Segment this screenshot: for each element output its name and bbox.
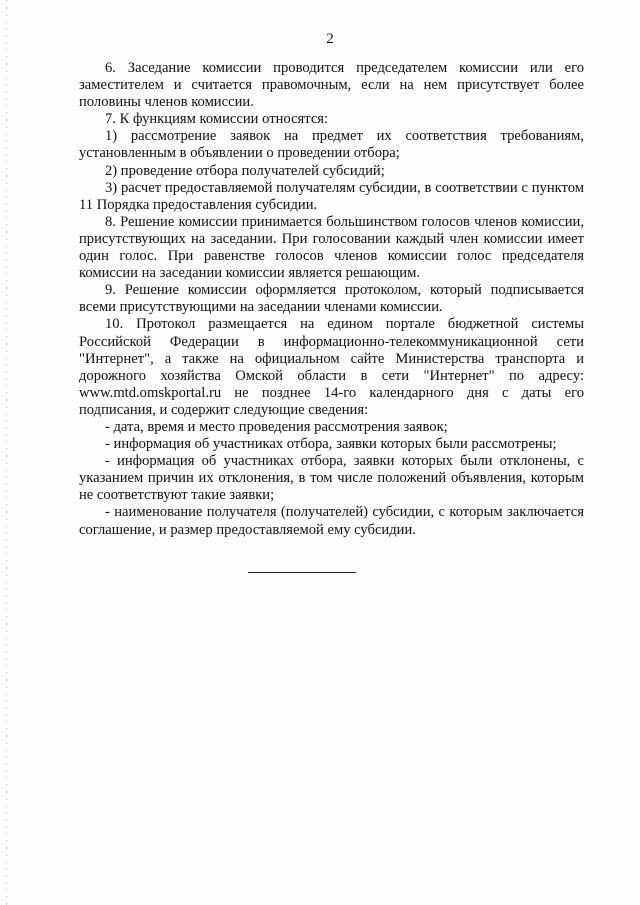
paragraph-7: 7. К функциям комиссии относятся:	[105, 111, 329, 128]
page-number: 2	[326, 31, 334, 47]
paragraph-7-item-3: 3) расчет предоставляемой получателям субсидии, в соответствии с пунктом 11 Порядка предоставления субсидии.	[79, 179, 584, 213]
paragraph-6: 6. Заседание комиссии проводится председателем комиссии или его заместителем и считается правомочным, если на нем присутствует более половины членов комиссии.	[79, 60, 584, 111]
paragraph-9: 9. Решение комиссии оформляется протоколом, который подписывается всеми присутствующими на заседании членами комиссии.	[79, 282, 584, 316]
paragraph-7-item-1: 1) рассмотрение заявок на предмет их соответствия требованиям, установленным в объявлении о проведении отбора;	[79, 128, 584, 162]
paragraph-10-item-4: - наименование получателя (получателей) субсидии, с которым заключается соглашение, и размер предоставляемой ему субсидии.	[79, 504, 584, 538]
closing-divider	[248, 572, 356, 573]
document-body	[79, 60, 584, 539]
scan-edge-mark	[6, 0, 7, 905]
paragraph-10-item-1: - дата, время и место проведения рассмотрения заявок;	[105, 418, 448, 435]
paragraph-8: 8. Решение комиссии принимается большинством голосов членов комиссии, присутствующих на заседании. При голосовании каждый член комиссии имеет один голос. При равенстве голосов членов комиссии голос председателя комиссии на заседании комиссии является решающим.	[79, 213, 584, 282]
paragraph-10-item-3: - информация об участниках отбора, заявки которых были отклонены, с указанием причин их отклонения, в том числе положений объявления, которым не соответствуют такие заявки;	[79, 453, 584, 504]
paragraph-10: 10. Протокол размещается на едином портале бюджетной системы Российской Федерации в информационно-телекоммуникационной сети "Интернет", а также на официальном сайте Министерства транспорта и дорожного хозяйства Омской области в сети "Интернет" по адресу: www.mtd.omskportal.ru не позднее 14-го календарного дня с даты его подписания, и содержит следующие сведения:	[79, 316, 584, 418]
paragraph-7-item-2: 2) проведение отбора получателей субсидий;	[105, 162, 385, 179]
paragraph-10-item-2: - информация об участниках отбора, заявки которых были рассмотрены;	[105, 436, 557, 453]
